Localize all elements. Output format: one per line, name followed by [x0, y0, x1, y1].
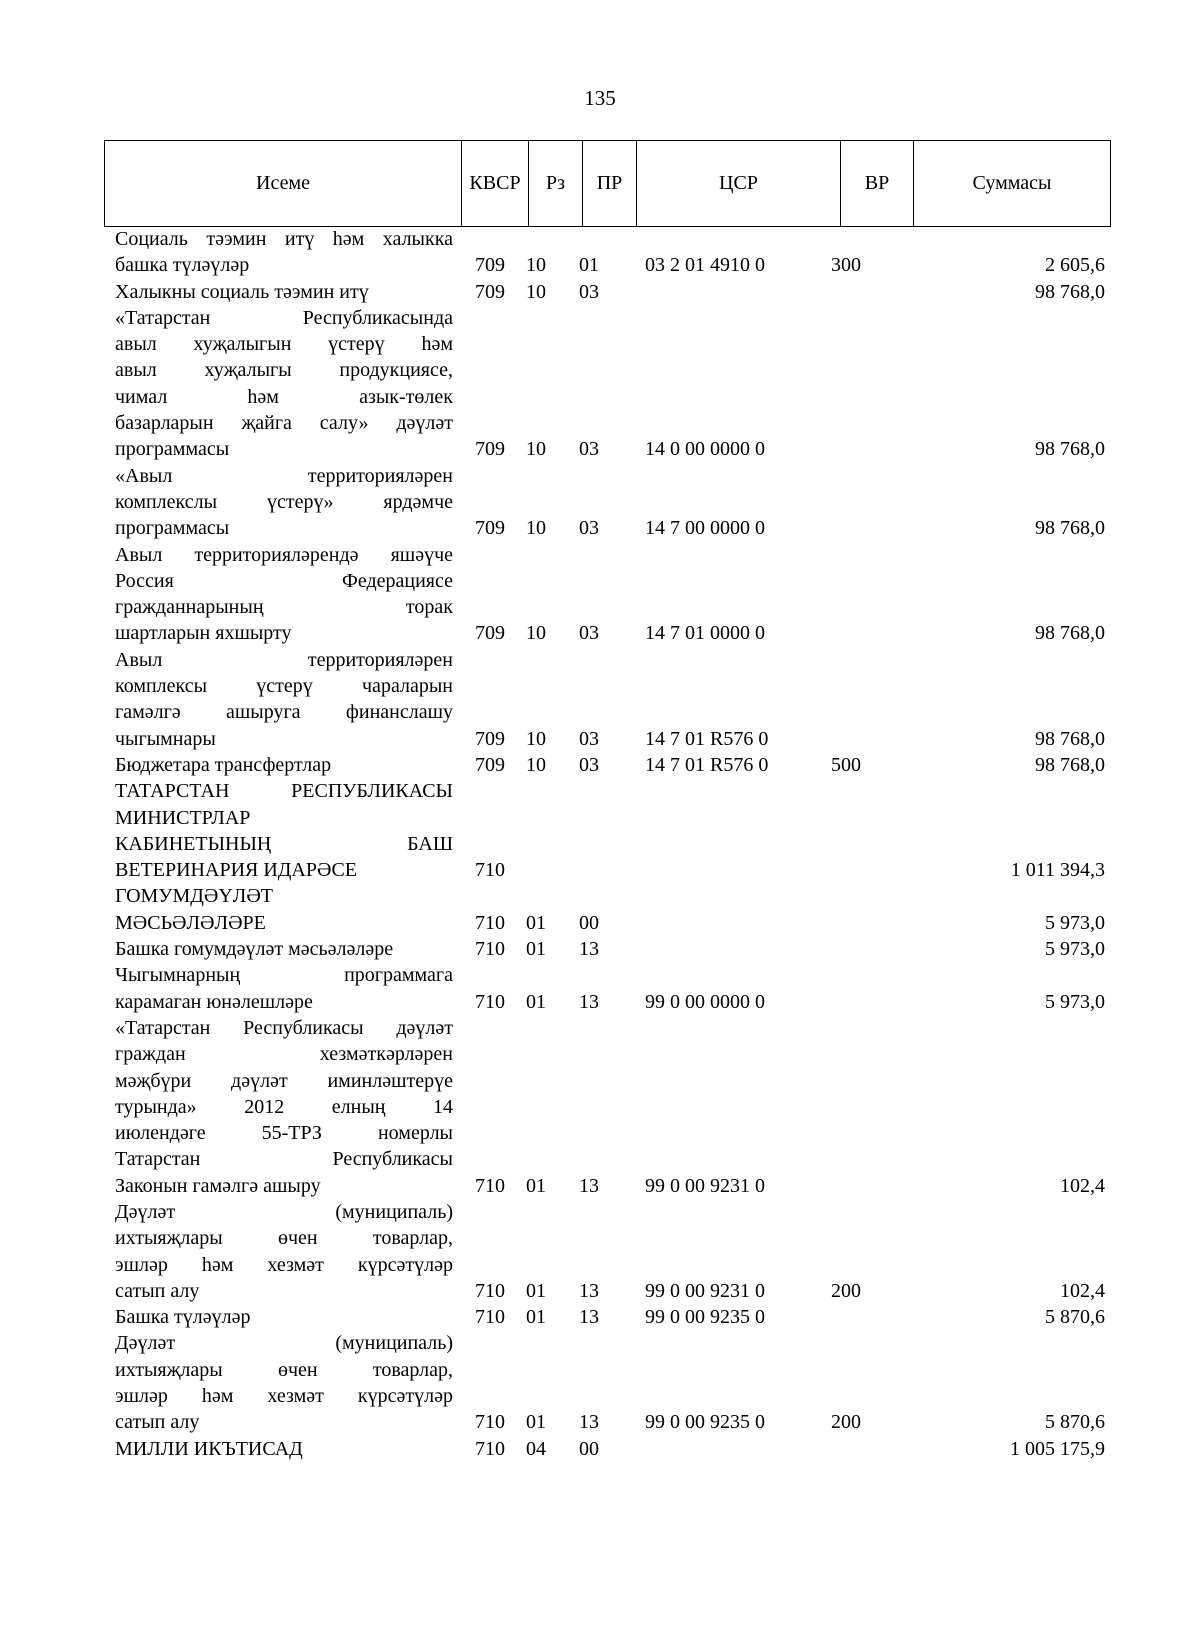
row-name-line: ВЕТЕРИНАРИЯ ИДАРӘСЕ	[115, 859, 358, 882]
row-csr: 14 7 01 R576 0	[645, 727, 769, 750]
row-name-line: Дәүләт (муниципаль)	[115, 1332, 453, 1355]
page-number: 135	[584, 86, 616, 110]
row-name-line: Татарстан Республикасы	[115, 1148, 453, 1171]
row-name-line: гамәлгә ашыруга финанслашу	[115, 701, 453, 724]
table-row	[115, 463, 1105, 542]
row-pr: 13	[579, 1174, 599, 1197]
row-name-line: МӘСЬӘЛӘЛӘРЕ	[115, 911, 266, 934]
row-name	[115, 752, 453, 778]
row-pr: 03	[579, 517, 599, 540]
row-name-line: МИНИСТРЛАР	[115, 806, 251, 829]
header-vr: ВР	[841, 141, 914, 226]
row-sum: 5 870,6	[1045, 1411, 1105, 1434]
table-row	[115, 1304, 1105, 1330]
row-sum: 102,4	[1060, 1174, 1105, 1197]
table-row	[115, 1330, 1105, 1435]
row-name-line: эшләр һәм хезмәт күрсәтүләр	[115, 1253, 453, 1276]
row-name-line: Социаль тәэмин итү һәм халыкка	[115, 228, 453, 250]
row-sum: 1 011 394,3	[1010, 859, 1105, 882]
row-name-line: Дәүләт (муниципаль)	[115, 1200, 453, 1223]
row-sum: 5 973,0	[1045, 938, 1105, 961]
row-name-line: программасы	[115, 438, 230, 461]
row-name-line: авыл хуҗалыгы продукциясе,	[115, 359, 453, 382]
row-csr: 99 0 00 9231 0	[645, 1279, 765, 1302]
row-kvsr: 709	[475, 727, 505, 750]
header-csr: ЦСР	[637, 141, 841, 226]
row-name	[115, 1330, 453, 1435]
table-row	[115, 647, 1105, 752]
row-csr: 99 0 00 9235 0	[645, 1411, 765, 1434]
row-name	[115, 883, 453, 936]
row-pr: 03	[579, 727, 599, 750]
row-rz: 10	[526, 517, 546, 540]
row-kvsr: 710	[475, 1174, 505, 1197]
row-name-line: КАБИНЕТЫНЫҢ БАШ	[115, 832, 453, 855]
header-rz: Рз	[529, 141, 583, 226]
row-rz: 01	[526, 1279, 546, 1302]
row-name-line: чыгымнары	[115, 727, 216, 750]
row-vr: 200	[831, 1411, 861, 1434]
row-name-line: Башка түләүләр	[115, 1306, 251, 1329]
table-row	[115, 542, 1105, 647]
table-row	[115, 305, 1105, 463]
row-rz: 10	[526, 727, 546, 750]
row-kvsr: 709	[475, 280, 505, 303]
table-row	[115, 1199, 1105, 1304]
row-name	[115, 305, 453, 463]
row-csr: 99 0 00 9235 0	[645, 1306, 765, 1329]
row-name	[115, 226, 453, 279]
table-header	[104, 140, 1111, 227]
row-kvsr: 710	[475, 1306, 505, 1329]
row-name-line: комплекслы үстерү» ярдәмче	[115, 490, 453, 513]
row-name-line: ихтыяҗлары өчен товарлар,	[115, 1358, 453, 1381]
row-name	[115, 542, 453, 647]
row-rz: 01	[526, 1306, 546, 1329]
row-name	[115, 279, 453, 305]
row-name-line: авыл хуҗалыгын үстерү һәм	[115, 333, 453, 356]
row-kvsr: 709	[475, 622, 505, 645]
row-sum: 5 973,0	[1045, 990, 1105, 1013]
row-name-line: Халыкны социаль тәэмин итү	[115, 280, 369, 303]
row-rz: 01	[526, 1411, 546, 1434]
row-pr: 13	[579, 1279, 599, 1302]
row-rz: 10	[526, 753, 546, 776]
row-name-line: ихтыяҗлары өчен товарлар,	[115, 1227, 453, 1250]
row-name-line: шартларын яхшырту	[115, 622, 292, 645]
row-rz: 10	[526, 280, 546, 303]
row-pr: 03	[579, 280, 599, 303]
row-name-line: башка түләүләр	[115, 254, 250, 277]
row-csr: 14 7 01 0000 0	[645, 622, 765, 645]
row-name-line: сатып алу	[115, 1411, 200, 1434]
row-pr: 00	[579, 1437, 599, 1460]
row-name-line: МИЛЛИ ИКЪТИСАД	[115, 1437, 303, 1460]
row-name-line: «Татарстан Республикасы дәүләт	[115, 1016, 453, 1039]
row-sum: 98 768,0	[1035, 517, 1105, 540]
row-kvsr: 710	[475, 1279, 505, 1302]
row-pr: 13	[579, 938, 599, 961]
table-row	[115, 1015, 1105, 1199]
row-name-line: Бюджетара трансфертлар	[115, 753, 332, 776]
row-name	[115, 1304, 453, 1330]
row-kvsr: 710	[475, 938, 505, 961]
row-name	[115, 1436, 453, 1462]
row-kvsr: 709	[475, 517, 505, 540]
row-kvsr: 710	[475, 911, 505, 934]
row-csr: 14 7 00 0000 0	[645, 517, 765, 540]
row-name-line: сатып алу	[115, 1279, 200, 1302]
row-kvsr: 710	[475, 859, 505, 882]
header-name: Исеме	[105, 141, 462, 226]
row-name-line: комплексы үстерү чараларын	[115, 675, 453, 698]
row-csr: 14 0 00 0000 0	[645, 438, 765, 461]
row-rz: 10	[526, 254, 546, 277]
row-sum: 5 870,6	[1045, 1306, 1105, 1329]
row-pr: 13	[579, 1411, 599, 1434]
row-name-line: Чыгымнарның программага	[115, 964, 453, 987]
row-csr: 14 7 01 R576 0	[645, 753, 769, 776]
row-rz: 10	[526, 438, 546, 461]
row-pr: 03	[579, 622, 599, 645]
row-name	[115, 647, 453, 752]
row-rz: 10	[526, 622, 546, 645]
row-pr: 03	[579, 438, 599, 461]
row-name	[115, 463, 453, 542]
row-sum: 2 605,6	[1045, 254, 1105, 277]
row-name-line: граждан хезмәткәрләрен	[115, 1043, 453, 1066]
row-kvsr: 709	[475, 438, 505, 461]
row-vr: 300	[831, 254, 861, 277]
row-name-line: программасы	[115, 517, 230, 540]
row-kvsr: 709	[475, 753, 505, 776]
row-name-line: Россия Федерациясе	[115, 569, 453, 592]
row-vr: 200	[831, 1279, 861, 1302]
row-name-line: мәҗбүри дәүләт иминләштерүе	[115, 1069, 453, 1092]
row-sum: 98 768,0	[1035, 727, 1105, 750]
table-row	[115, 962, 1105, 1015]
table-body	[115, 226, 1105, 1462]
row-name-line: чимал һәм азык-төлек	[115, 385, 453, 408]
row-kvsr: 710	[475, 990, 505, 1013]
row-sum: 98 768,0	[1035, 438, 1105, 461]
row-name	[115, 778, 453, 883]
row-csr: 99 0 00 0000 0	[645, 990, 765, 1013]
row-sum: 102,4	[1060, 1279, 1105, 1302]
row-rz: 04	[526, 1437, 546, 1460]
table-row	[115, 752, 1105, 778]
row-name-line: Авыл территорияләрен	[115, 648, 453, 671]
row-sum: 98 768,0	[1035, 622, 1105, 645]
row-vr: 500	[831, 753, 861, 776]
row-sum: 98 768,0	[1035, 280, 1105, 303]
row-name	[115, 1199, 453, 1304]
table-row	[115, 279, 1105, 305]
row-kvsr: 709	[475, 254, 505, 277]
table-row	[115, 226, 1105, 279]
row-name-line: турында» 2012 елның 14	[115, 1095, 453, 1118]
row-name	[115, 962, 453, 1015]
table-row	[115, 778, 1105, 883]
header-kvsr: КВСР	[462, 141, 529, 226]
row-pr: 00	[579, 911, 599, 934]
row-pr: 01	[579, 254, 599, 277]
row-rz: 01	[526, 938, 546, 961]
row-name-line: июлендәге 55-ТРЗ номерлы	[115, 1122, 453, 1145]
row-kvsr: 710	[475, 1411, 505, 1434]
row-name-line: гражданнарының торак	[115, 596, 453, 619]
table-row	[115, 1436, 1105, 1462]
row-sum: 98 768,0	[1035, 753, 1105, 776]
row-sum: 1 005 175,9	[1010, 1437, 1105, 1460]
table-row	[115, 883, 1105, 936]
row-rz: 01	[526, 911, 546, 934]
row-name-line: базарларын җайга салу» дәүләт	[115, 412, 453, 435]
row-csr: 03 2 01 4910 0	[645, 254, 765, 277]
row-name-line: эшләр һәм хезмәт күрсәтүләр	[115, 1385, 453, 1408]
row-name	[115, 936, 453, 962]
row-name-line: карамаган юнәлешләре	[115, 990, 313, 1013]
row-pr: 03	[579, 753, 599, 776]
row-name-line: Законын гамәлгә ашыру	[115, 1174, 321, 1197]
table-row	[115, 936, 1105, 962]
row-pr: 13	[579, 1306, 599, 1329]
row-kvsr: 710	[475, 1437, 505, 1460]
row-name-line: Авыл территорияләрендә яшәүче	[115, 543, 453, 566]
row-pr: 13	[579, 990, 599, 1013]
row-name-line: ТАТАРСТАН РЕСПУБЛИКАСЫ	[115, 780, 453, 803]
row-sum: 5 973,0	[1045, 911, 1105, 934]
row-name-line: ГОМУМДӘҮЛӘТ	[115, 885, 273, 908]
header-sum: Суммасы	[972, 172, 1052, 194]
row-name-line: Башка гомумдәүләт мәсьәләләре	[115, 938, 394, 961]
row-rz: 01	[526, 990, 546, 1013]
row-name	[115, 1015, 453, 1199]
row-name-line: «Татарстан Республикасында	[115, 306, 453, 329]
row-name-line: «Авыл территорияләрен	[115, 464, 453, 487]
header-pr: ПР	[583, 141, 637, 226]
row-csr: 99 0 00 9231 0	[645, 1174, 765, 1197]
row-rz: 01	[526, 1174, 546, 1197]
